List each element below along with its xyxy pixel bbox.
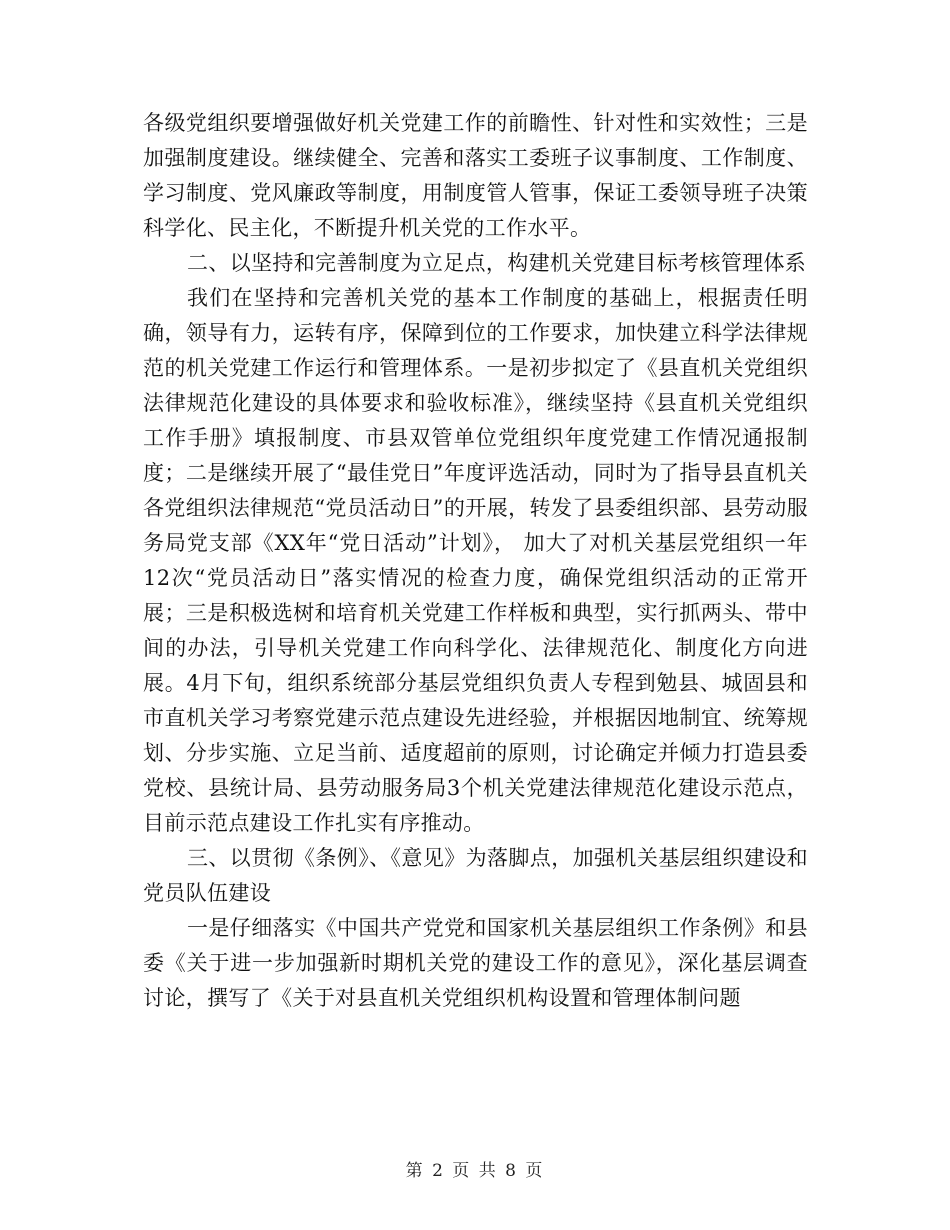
section-heading-2: 二、以坚持和完善制度为立足点，构建机关党建目标考核管理体系 [187, 251, 807, 275]
paragraph-continuation: 各级党组织要增强做好机关党建工作的前瞻性、针对性和实效性；三是加强制度建设。继续健全、完善和落实工委班子议事制度、工作制度、学习制度、党风廉政等制度，用制度管人管事，保证工委领导班子决策科学化、民主化，不断提升机关党的工作水平。 [143, 111, 808, 240]
page-number-footer: 第 2 页 共 8 页 [405, 1161, 545, 1181]
paragraph-section-2: 我们在坚持和完善机关党的基本工作制度的基础上，根据责任明确，领导有力，运转有序，保障到位的工作要求，加快建立科学法律规范的机关党建工作运行和管理体系。一是初步拟定了《县直机关党组织法律规范化建设的具体要求和验收标准》，继续坚持《县直机关党组织工作手册》填报制度、市县双管单位党组织年度党建工作情况通报制度；二是继续开展了“最佳党日”年度评选活动，同时为了指导县直机关各党组织法律规范“党员活动日”的开展，转发了县委组织部、县劳动服务局党支部《XX年“党日活动”计划》， 加大了对机关基层党组织一年12次“党员活动日”落实情况的检查力度，确保党组织活动的正常开展；三是积极选树和培育机关党建工作样板和典型，实行抓两头、带中间的办法，引导机关党建工作向科学化、法律规范化、制度化方向进展。4月下旬，组织系统部分基层党组织负责人专程到勉县、城固县和市直机关学习考察党建示范点建设先进经验，并根据因地制宜、统筹规划、分步实施、立足当前、适度超前的原则，讨论确定并倾力打造县委党校、县统计局、县劳动服务局3个机关党建法律规范化建设示范点，目前示范点建设工作扎实有序推动。 [143, 286, 808, 835]
section-heading-3: 三、以贯彻《条例》、《意见》为落脚点，加强机关基层组织建设和党员队伍建设 [143, 846, 808, 905]
document-body [143, 106, 808, 1016]
paragraph-section-3: 一是仔细落实《中国共产党党和国家机关基层组织工作条例》和县委《关于进一步加强新时期机关党的建设工作的意见》，深化基层调查讨论，撰写了《关于对县直机关党组织机构设置和管理体制问题 [143, 916, 808, 1010]
